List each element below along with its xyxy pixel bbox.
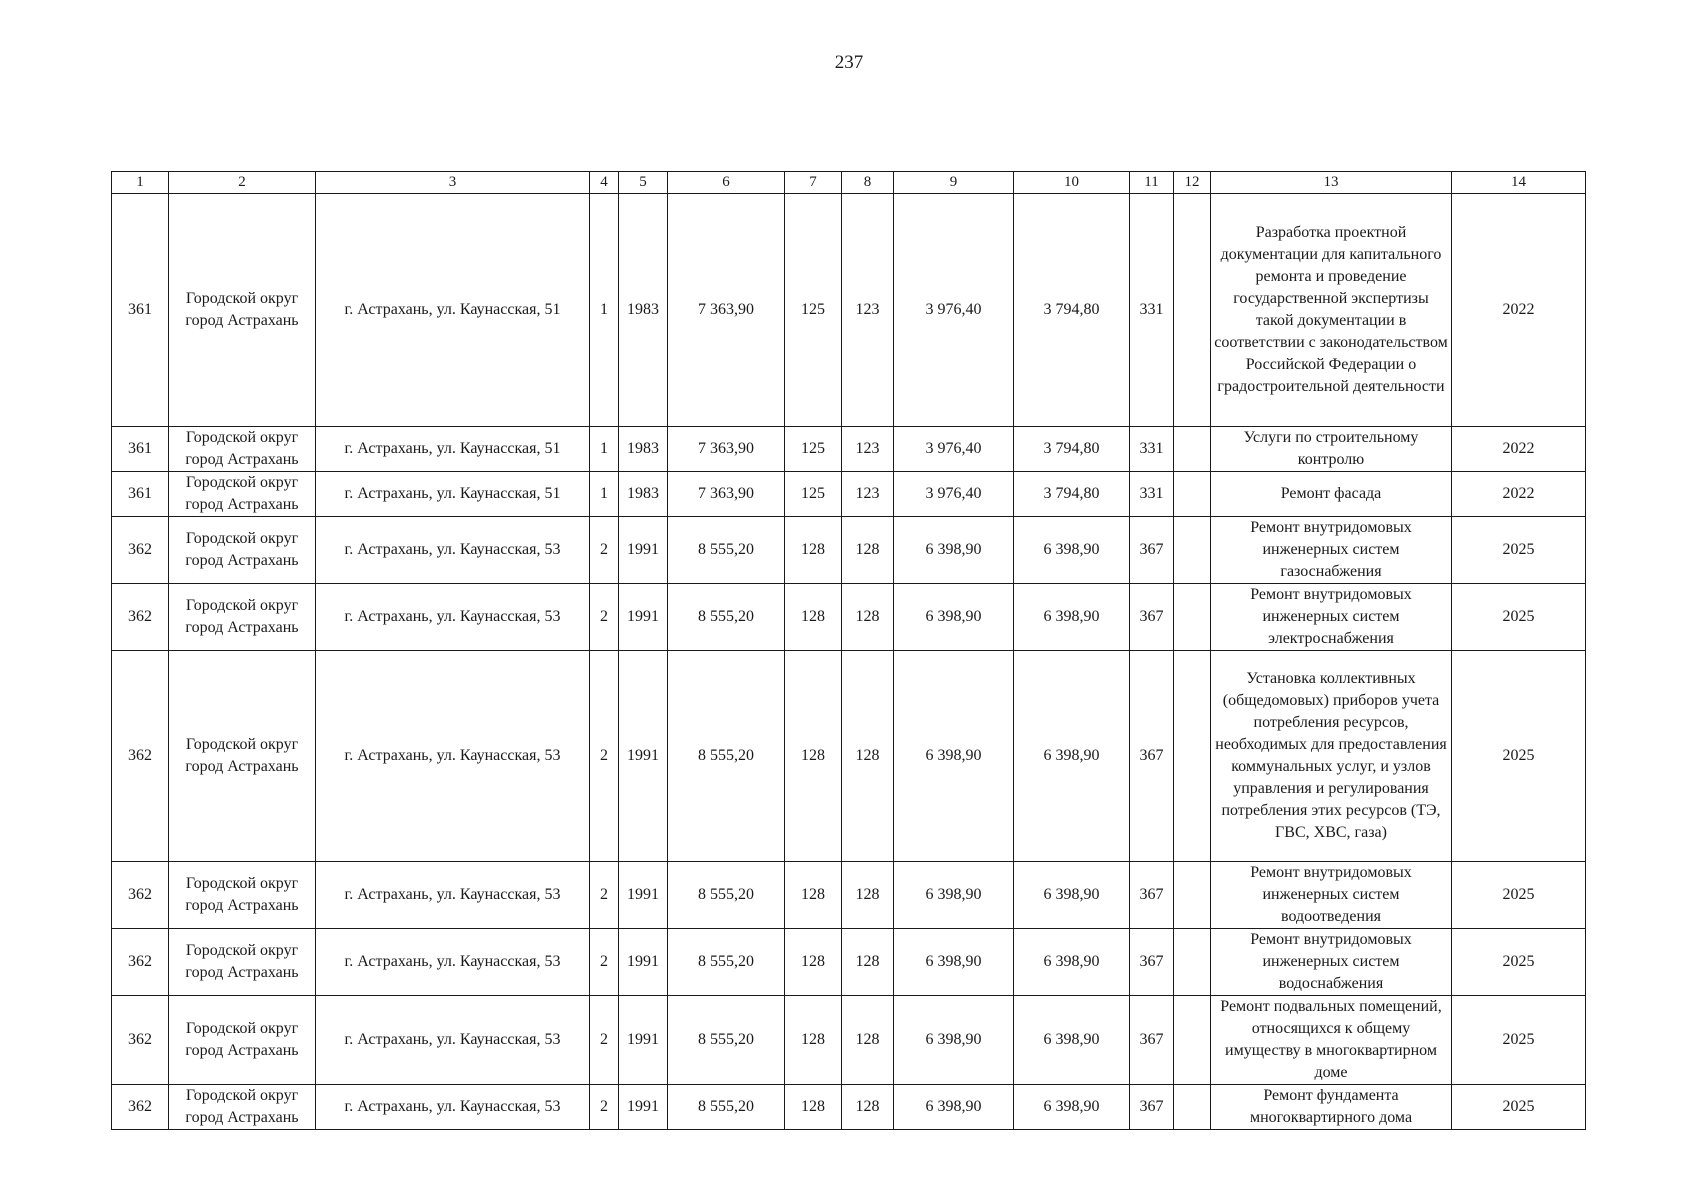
area-total-cell: 8 555,20 [668,929,785,996]
column-9-cell: 6 398,90 [894,862,1014,929]
column-9-cell: 6 398,90 [894,929,1014,996]
table-row [112,862,1586,929]
work-type-cell: Разработка проектной документации для капитального ремонта и проведение государственной экспертизы такой документации в соответствии с законодательством Российской Федерации о градостроительной деятельности [1211,194,1452,427]
address-cell: г. Астрахань, ул. Каунасская, 53 [316,517,590,584]
column-10-cell: 3 794,80 [1014,472,1130,517]
municipality-cell: Городской округ город Астрахань [169,996,316,1085]
column-11-cell: 367 [1130,1085,1174,1130]
table-row [112,651,1586,862]
column-11-cell: 367 [1130,929,1174,996]
column-11-cell: 367 [1130,651,1174,862]
municipality-cell: Городской округ город Астрахань [169,929,316,996]
column-4-cell: 2 [590,517,619,584]
row-number-cell: 361 [112,472,169,517]
column-11-cell: 367 [1130,996,1174,1085]
year-cell: 1983 [619,194,668,427]
area-total-cell: 8 555,20 [668,862,785,929]
column-header: 10 [1014,172,1130,194]
year-cell: 1991 [619,651,668,862]
column-header: 11 [1130,172,1174,194]
table-row [112,1085,1586,1130]
plan-year-cell: 2025 [1452,862,1586,929]
table-row [112,194,1586,427]
column-7-cell: 125 [785,194,842,427]
column-10-cell: 3 794,80 [1014,194,1130,427]
year-cell: 1991 [619,1085,668,1130]
column-12-cell [1174,517,1211,584]
column-header: 5 [619,172,668,194]
column-10-cell: 6 398,90 [1014,1085,1130,1130]
column-12-cell [1174,1085,1211,1130]
plan-year-cell: 2025 [1452,651,1586,862]
column-4-cell: 2 [590,1085,619,1130]
row-number-cell: 362 [112,929,169,996]
table-row [112,929,1586,996]
area-total-cell: 8 555,20 [668,517,785,584]
column-10-cell: 6 398,90 [1014,651,1130,862]
column-header: 7 [785,172,842,194]
column-8-cell: 128 [842,517,894,584]
work-type-cell: Ремонт внутридомовых инженерных систем электроснабжения [1211,584,1452,651]
column-11-cell: 367 [1130,517,1174,584]
work-type-cell: Ремонт фундамента многоквартирного дома [1211,1085,1452,1130]
column-8-cell: 128 [842,651,894,862]
column-9-cell: 3 976,40 [894,194,1014,427]
column-8-cell: 128 [842,929,894,996]
year-cell: 1991 [619,862,668,929]
year-cell: 1991 [619,584,668,651]
column-12-cell [1174,472,1211,517]
work-type-cell: Ремонт внутридомовых инженерных систем водоотведения [1211,862,1452,929]
table-row [112,427,1586,472]
plan-year-cell: 2025 [1452,996,1586,1085]
area-total-cell: 7 363,90 [668,472,785,517]
column-4-cell: 2 [590,862,619,929]
column-9-cell: 6 398,90 [894,517,1014,584]
column-9-cell: 6 398,90 [894,1085,1014,1130]
table-row [112,996,1586,1085]
plan-year-cell: 2022 [1452,472,1586,517]
column-12-cell [1174,427,1211,472]
column-11-cell: 331 [1130,472,1174,517]
address-cell: г. Астрахань, ул. Каунасская, 51 [316,472,590,517]
column-10-cell: 6 398,90 [1014,517,1130,584]
column-11-cell: 367 [1130,584,1174,651]
column-12-cell [1174,651,1211,862]
column-header: 1 [112,172,169,194]
municipality-cell: Городской округ город Астрахань [169,1085,316,1130]
column-4-cell: 2 [590,584,619,651]
column-7-cell: 128 [785,862,842,929]
column-10-cell: 6 398,90 [1014,996,1130,1085]
column-9-cell: 6 398,90 [894,996,1014,1085]
column-12-cell [1174,862,1211,929]
column-4-cell: 1 [590,427,619,472]
column-8-cell: 123 [842,472,894,517]
column-9-cell: 6 398,90 [894,584,1014,651]
area-total-cell: 7 363,90 [668,427,785,472]
column-12-cell [1174,929,1211,996]
plan-year-cell: 2022 [1452,194,1586,427]
year-cell: 1983 [619,427,668,472]
column-header: 14 [1452,172,1586,194]
column-12-cell [1174,194,1211,427]
plan-year-cell: 2025 [1452,517,1586,584]
address-cell: г. Астрахань, ул. Каунасская, 53 [316,996,590,1085]
column-12-cell [1174,996,1211,1085]
row-number-cell: 362 [112,862,169,929]
column-8-cell: 128 [842,862,894,929]
column-7-cell: 125 [785,472,842,517]
column-header: 3 [316,172,590,194]
repair-program-table [111,171,1586,1130]
column-12-cell [1174,584,1211,651]
column-8-cell: 128 [842,584,894,651]
table-row [112,584,1586,651]
column-9-cell: 3 976,40 [894,427,1014,472]
work-type-cell: Установка коллективных (общедомовых) приборов учета потребления ресурсов, необходимых для предоставления коммунальных услуг, и узлов управления и регулирования потребления этих ресурсов (ТЭ, ГВС, ХВС, газа) [1211,651,1452,862]
column-7-cell: 128 [785,1085,842,1130]
row-number-cell: 361 [112,194,169,427]
column-8-cell: 123 [842,194,894,427]
row-number-cell: 362 [112,1085,169,1130]
plan-year-cell: 2025 [1452,1085,1586,1130]
address-cell: г. Астрахань, ул. Каунасская, 53 [316,584,590,651]
address-cell: г. Астрахань, ул. Каунасская, 51 [316,427,590,472]
column-4-cell: 2 [590,996,619,1085]
year-cell: 1991 [619,929,668,996]
column-header: 8 [842,172,894,194]
area-total-cell: 8 555,20 [668,651,785,862]
plan-year-cell: 2022 [1452,427,1586,472]
row-number-cell: 362 [112,651,169,862]
address-cell: г. Астрахань, ул. Каунасская, 53 [316,929,590,996]
column-header: 13 [1211,172,1452,194]
column-4-cell: 1 [590,472,619,517]
column-7-cell: 128 [785,584,842,651]
column-9-cell: 6 398,90 [894,651,1014,862]
area-total-cell: 8 555,20 [668,584,785,651]
column-header: 4 [590,172,619,194]
column-4-cell: 1 [590,194,619,427]
column-11-cell: 331 [1130,194,1174,427]
column-7-cell: 128 [785,929,842,996]
column-7-cell: 128 [785,651,842,862]
column-7-cell: 128 [785,517,842,584]
row-number-cell: 361 [112,427,169,472]
municipality-cell: Городской округ город Астрахань [169,862,316,929]
column-9-cell: 3 976,40 [894,472,1014,517]
municipality-cell: Городской округ город Астрахань [169,517,316,584]
column-10-cell: 6 398,90 [1014,584,1130,651]
column-8-cell: 123 [842,427,894,472]
table-row [112,472,1586,517]
plan-year-cell: 2025 [1452,929,1586,996]
year-cell: 1983 [619,472,668,517]
area-total-cell: 8 555,20 [668,996,785,1085]
work-type-cell: Ремонт внутридомовых инженерных систем газоснабжения [1211,517,1452,584]
municipality-cell: Городской округ город Астрахань [169,194,316,427]
plan-year-cell: 2025 [1452,584,1586,651]
column-11-cell: 331 [1130,427,1174,472]
column-11-cell: 367 [1130,862,1174,929]
work-type-cell: Услуги по строительному контролю [1211,427,1452,472]
column-8-cell: 128 [842,996,894,1085]
year-cell: 1991 [619,996,668,1085]
column-10-cell: 3 794,80 [1014,427,1130,472]
row-number-cell: 362 [112,584,169,651]
column-header: 2 [169,172,316,194]
municipality-cell: Городской округ город Астрахань [169,651,316,862]
column-4-cell: 2 [590,651,619,862]
municipality-cell: Городской округ город Астрахань [169,427,316,472]
column-8-cell: 128 [842,1085,894,1130]
row-number-cell: 362 [112,996,169,1085]
municipality-cell: Городской округ город Астрахань [169,584,316,651]
column-7-cell: 125 [785,427,842,472]
address-cell: г. Астрахань, ул. Каунасская, 53 [316,1085,590,1130]
area-total-cell: 7 363,90 [668,194,785,427]
column-4-cell: 2 [590,929,619,996]
row-number-cell: 362 [112,517,169,584]
page-number: 237 [834,52,864,73]
column-header: 9 [894,172,1014,194]
address-cell: г. Астрахань, ул. Каунасская, 53 [316,862,590,929]
column-number-row [112,172,1586,194]
work-type-cell: Ремонт подвальных помещений, относящихся к общему имуществу в многоквартирном доме [1211,996,1452,1085]
address-cell: г. Астрахань, ул. Каунасская, 51 [316,194,590,427]
address-cell: г. Астрахань, ул. Каунасская, 53 [316,651,590,862]
table-row [112,517,1586,584]
column-header: 12 [1174,172,1211,194]
column-10-cell: 6 398,90 [1014,929,1130,996]
column-7-cell: 128 [785,996,842,1085]
municipality-cell: Городской округ город Астрахань [169,472,316,517]
area-total-cell: 8 555,20 [668,1085,785,1130]
year-cell: 1991 [619,517,668,584]
work-type-cell: Ремонт внутридомовых инженерных систем водоснабжения [1211,929,1452,996]
column-10-cell: 6 398,90 [1014,862,1130,929]
column-header: 6 [668,172,785,194]
work-type-cell: Ремонт фасада [1211,472,1452,517]
